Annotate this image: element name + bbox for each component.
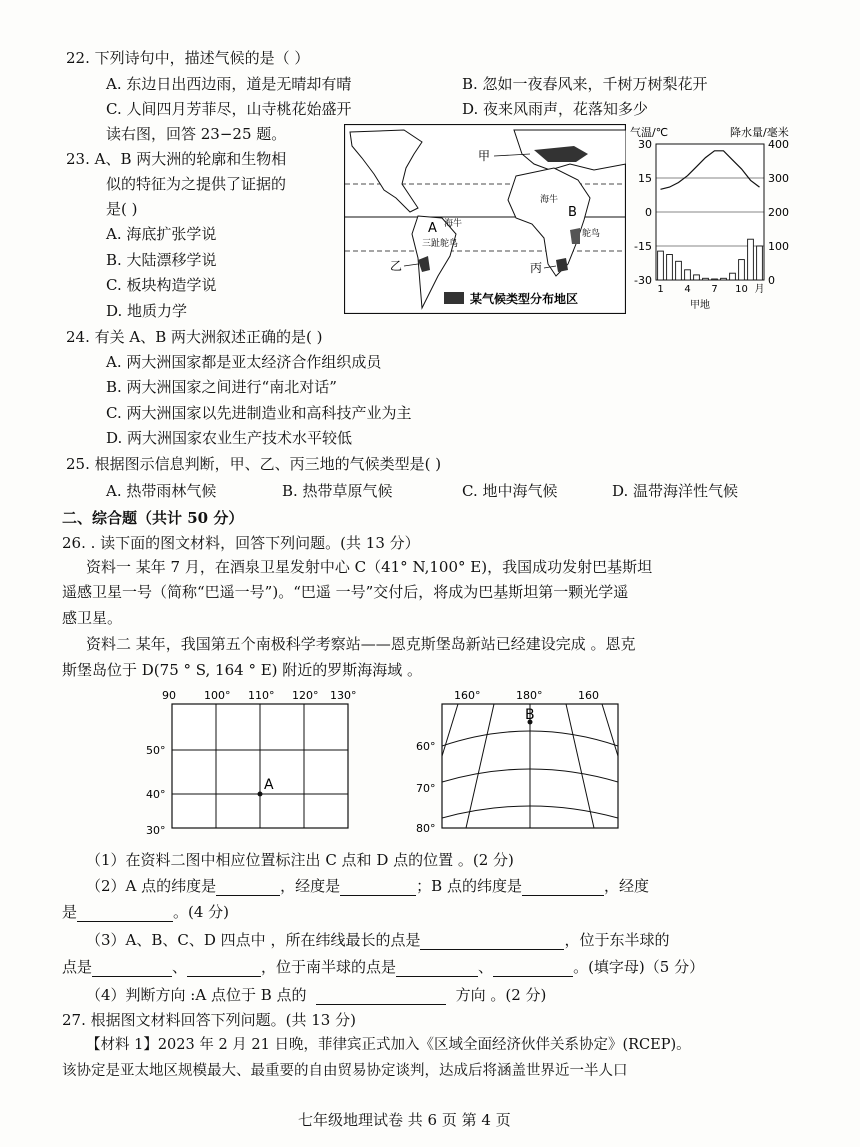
q24-option-c: C. 两大洲国家以先进制造业和高科技产业为主 <box>106 404 412 422</box>
q26-sub3-text: ，位于东半球的 <box>564 931 670 949</box>
q24-option-b: B. 两大洲国家之间进行“南北对话” <box>106 378 337 396</box>
label-yi: 乙 <box>390 259 403 273</box>
precipitation-bar <box>712 279 718 280</box>
q23-option-c: C. 板块构造学说 <box>106 276 217 294</box>
q26-sub2-text: ；B 点的纬度是 <box>416 877 522 895</box>
climate-distribution-map <box>344 124 626 314</box>
label-hainiu-1: 海牛 <box>444 219 463 229</box>
precipitation-bar <box>694 275 700 280</box>
chart-left-tick-label: -30 <box>634 274 652 287</box>
q26-sub4 <box>86 985 546 1005</box>
grid-b-lon-label: 160° <box>454 689 481 702</box>
q26-sub2-text: 是 <box>62 903 78 921</box>
q24-option-a: A. 两大洲国家都是亚太经济合作组织成员 <box>106 353 382 371</box>
grid-a-lat-label: 50° <box>146 744 166 757</box>
point-a-marker <box>258 792 263 797</box>
q23-option-b: B. 大陆漂移学说 <box>106 251 217 269</box>
grid-a-lon-label: 90 <box>162 689 176 702</box>
precipitation-bar <box>730 273 736 280</box>
precipitation-bar <box>703 278 709 280</box>
grid-a-lon-label: 130° <box>330 689 357 702</box>
precipitation-bar <box>685 270 691 280</box>
chart-right-title: 降水量/毫米 <box>730 126 789 139</box>
chart-right-tick-label: 200 <box>768 206 789 219</box>
q26-sub2-text: ，经度 <box>603 877 649 895</box>
q26-material1-line2: 遥感卫星一号（简称“巴遥一号”)。“巴遥 一号”交付后，将成为巴基斯坦第一颗光学遥 <box>62 583 629 601</box>
answer-blank-a-longitude[interactable] <box>340 879 416 896</box>
point-b-label: B <box>525 707 535 723</box>
q24-stem: 24. 有关 A、B 两大洲叙述正确的是( ) <box>66 328 323 346</box>
legend-swatch <box>444 292 464 304</box>
answer-blank-south-hemisphere-2[interactable] <box>493 960 573 977</box>
answer-blank-east-hemisphere-1[interactable] <box>92 960 172 977</box>
q22-option-d: D. 夜来风雨声，花落知多少 <box>462 100 649 118</box>
grid-b-lon-label: 160 <box>578 689 599 702</box>
chart-right-tick-label: 0 <box>768 274 775 287</box>
grid-a-lon-label: 110° <box>248 689 275 702</box>
climate-chart <box>628 124 796 314</box>
q26-material1-line3: 感卫星。 <box>62 609 123 627</box>
latlon-grid-a <box>140 686 370 836</box>
label-continent-b: B <box>568 205 577 220</box>
precipitation-bar <box>667 255 673 281</box>
polar-grid-b <box>412 686 627 836</box>
q26-material1-line1: 资料一 某年 7 月，在酒泉卫星发射中心 C（41° N,100° E)，我国成功发射巴基斯坦 <box>86 558 653 576</box>
grid-a-lon-label: 120° <box>292 689 319 702</box>
chart-left-tick-label: -15 <box>634 240 652 253</box>
answer-blank-south-hemisphere-1[interactable] <box>396 960 478 977</box>
q26-sub2-text: 。(4 分) <box>173 903 230 921</box>
precipitation-bar <box>748 239 754 280</box>
chart-x-tick-label: 10 <box>735 284 748 295</box>
chart-left-tick-label: 0 <box>645 206 652 219</box>
grid-a-lat-label: 30° <box>146 824 166 836</box>
q26-sub1: （1）在资料二图中相应位置标注出 C 点和 D 点的位置 。(2 分) <box>86 851 514 869</box>
q26-sub3-line2 <box>62 957 704 977</box>
label-tuoniao-2: 鸵鸟 <box>582 229 601 239</box>
answer-blank-direction[interactable] <box>316 988 446 1005</box>
grid-a-lon-label: 100° <box>204 689 231 702</box>
precipitation-bar <box>739 260 745 280</box>
q22-option-b: B. 忽如一夜春风来，千树万树梨花开 <box>462 75 708 93</box>
precipitation-bar <box>658 251 664 280</box>
grid-a-lat-label: 40° <box>146 788 166 801</box>
intro-23-25: 读右图，回答 23−25 题。 <box>106 125 287 143</box>
q26-sub3-text: 点是 <box>62 958 93 976</box>
grid-b-lat-label: 70° <box>416 782 436 795</box>
q25-option-a: A. 热带雨林气候 <box>106 482 217 500</box>
q26-sub3-text: 。(填字母)（5 分） <box>573 958 705 976</box>
chart-left-tick-label: 15 <box>638 172 652 185</box>
chart-x-tick-label: 1 <box>657 284 664 295</box>
q26-sub3-text: （3）A、B、C、D 四点中 ，所在纬线最长的点是 <box>86 931 421 949</box>
answer-blank-b-latitude[interactable] <box>522 879 604 896</box>
legend-label: 某气候类型分布地区 <box>470 292 579 306</box>
q26-sub4-text: 方向 。(2 分) <box>455 986 547 1004</box>
q23-option-a: A. 海底扩张学说 <box>106 225 217 243</box>
q25-option-c: C. 地中海气候 <box>462 482 558 500</box>
q26-material2-line1: 资料二 某年，我国第五个南极科学考察站——恩克斯堡岛新站已经建设完成 。恩克 <box>86 635 636 653</box>
answer-blank-a-latitude[interactable] <box>216 879 280 896</box>
precipitation-bar <box>757 246 763 280</box>
answer-blank-east-hemisphere-2[interactable] <box>187 960 261 977</box>
q26-sub3-text: 、 <box>172 958 188 976</box>
q25-option-d: D. 温带海洋性气候 <box>612 482 739 500</box>
answer-blank-longest-parallel[interactable] <box>420 933 564 950</box>
page-footer: 七年级地理试卷 共 6 页 第 4 页 <box>298 1111 511 1129</box>
chart-x-tick-label: 4 <box>684 284 691 295</box>
q24-option-d: D. 两大洲国家农业生产技术水平较低 <box>106 429 353 447</box>
q23-stem-1: 23. A、B 两大洲的轮廓和生物相 <box>66 150 287 168</box>
chart-x-tick-label: 7 <box>711 284 718 295</box>
q26-sub2-line1 <box>86 876 649 896</box>
label-continent-a: A <box>428 221 437 236</box>
q23-stem-3: 是( ) <box>106 200 138 218</box>
q22-option-c: C. 人间四月芳菲尽，山寺桃花始盛开 <box>106 100 352 118</box>
q27-stem: 27. 根据图文材料回答下列问题。(共 13 分) <box>62 1011 356 1029</box>
q26-sub3-line1 <box>86 930 669 950</box>
grid-b-lat-label: 60° <box>416 740 436 753</box>
q26-stem: 26. . 读下面的图文材料，回答下列问题。(共 13 分） <box>62 534 420 552</box>
label-bing: 丙 <box>530 261 543 275</box>
chart-left-title: 气温/℃ <box>630 126 669 139</box>
chart-right-tick-label: 400 <box>768 138 789 151</box>
q25-stem: 25. 根据图示信息判断，甲、乙、丙三地的气候类型是( ) <box>66 455 442 473</box>
grid-b-lon-label: 180° <box>516 689 543 702</box>
q23-stem-2: 似的特征为之提供了证据的 <box>106 175 287 193</box>
chart-place-label: 甲地 <box>690 300 710 311</box>
q25-option-b: B. 热带草原气候 <box>282 482 393 500</box>
q26-sub2-line2 <box>62 902 229 922</box>
precipitation-bar <box>721 278 727 280</box>
q26-sub3-text: 、 <box>478 958 494 976</box>
q27-material1-line1: 【材料 1】2023 年 2 月 21 日晚，菲律宾正式加入《区域全面经济伙伴关系协定》(RCEP)。 <box>86 1037 691 1053</box>
label-hainiu-2: 海牛 <box>540 195 559 205</box>
grid-b-lat-label: 80° <box>416 822 436 835</box>
q27-material1-line2: 该协定是亚太地区规模最大、最重要的自由贸易协定谈判，达成后将涵盖世界近一半人口 <box>62 1063 628 1079</box>
label-tuoniao-1: 三趾鸵鸟 <box>422 239 459 249</box>
q22-option-a: A. 东边日出西边雨，道是无晴却有晴 <box>106 75 352 93</box>
q26-sub2-text: ，经度是 <box>280 877 341 895</box>
q26-sub4-text: （4）判断方向 :A 点位于 B 点的 <box>86 986 307 1004</box>
point-a-label: A <box>264 777 274 793</box>
q23-option-d: D. 地质力学 <box>106 302 188 320</box>
answer-blank-b-longitude[interactable] <box>77 905 173 922</box>
q26-sub3-text: ，位于南半球的点是 <box>261 958 397 976</box>
chart-right-tick-label: 300 <box>768 172 789 185</box>
q26-sub2-text: （2）A 点的纬度是 <box>86 877 217 895</box>
precipitation-bar <box>676 261 682 280</box>
chart-right-tick-label: 100 <box>768 240 789 253</box>
label-jia: 甲 <box>478 149 491 163</box>
chart-x-tick-label: 月 <box>754 284 765 295</box>
chart-left-tick-label: 30 <box>638 138 652 151</box>
q22-stem: 22. 下列诗句中，描述气候的是（ ） <box>66 49 310 67</box>
section-2-heading: 二、综合题（共计 50 分） <box>62 509 244 527</box>
q26-material2-line2: 斯堡岛位于 D(75 ° S, 164 ° E) 附近的罗斯海海域 。 <box>62 661 423 679</box>
